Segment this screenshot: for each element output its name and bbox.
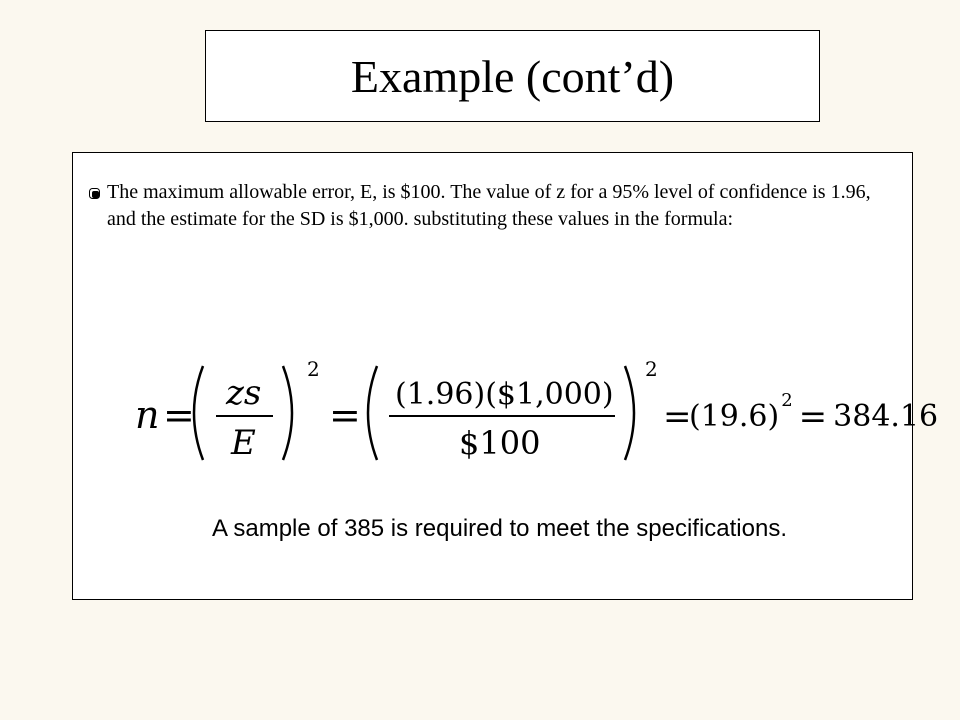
title-box (205, 30, 820, 122)
formula-exp-1: 2 (307, 357, 320, 381)
formula-equals-4: = (798, 397, 828, 437)
formula-lhs: n (135, 393, 160, 437)
bullet-item (81, 179, 891, 233)
formula-paren-1-left (194, 366, 203, 460)
conclusion-text: A sample of 385 is required to meet the specifications. (212, 515, 787, 542)
content-box (72, 152, 939, 600)
formula-frac1-num: zs (226, 373, 262, 413)
formula-paren-2-left (368, 366, 377, 460)
formula-exp-3: 2 (781, 390, 793, 411)
bullet-text: The maximum allowable error, E, is $100. The value of z for a 95% level of confidence is 1.96, and the estimate for the SD is $1,000. substituting these values in the formula: (107, 181, 871, 230)
slide-title: Example (cont’d) (350, 51, 675, 102)
formula-step3: (19.6) (689, 399, 780, 434)
formula-paren-2-right (625, 366, 634, 460)
formula-frac2-num: (1.96)($1,000) (395, 377, 614, 412)
formula-paren-1-right (283, 366, 292, 460)
formula-result: 384.16 (833, 399, 939, 434)
formula-frac2-den: $100 (459, 424, 541, 462)
sample-size-formula (123, 357, 939, 468)
bullet-square-icon (81, 179, 107, 199)
formula-exp-2: 2 (645, 357, 658, 381)
formula-frac1-den: E (231, 423, 256, 463)
formula-equals-2: = (329, 393, 361, 437)
formula-equals-1: = (163, 393, 195, 437)
formula-equals-3: = (663, 397, 692, 437)
